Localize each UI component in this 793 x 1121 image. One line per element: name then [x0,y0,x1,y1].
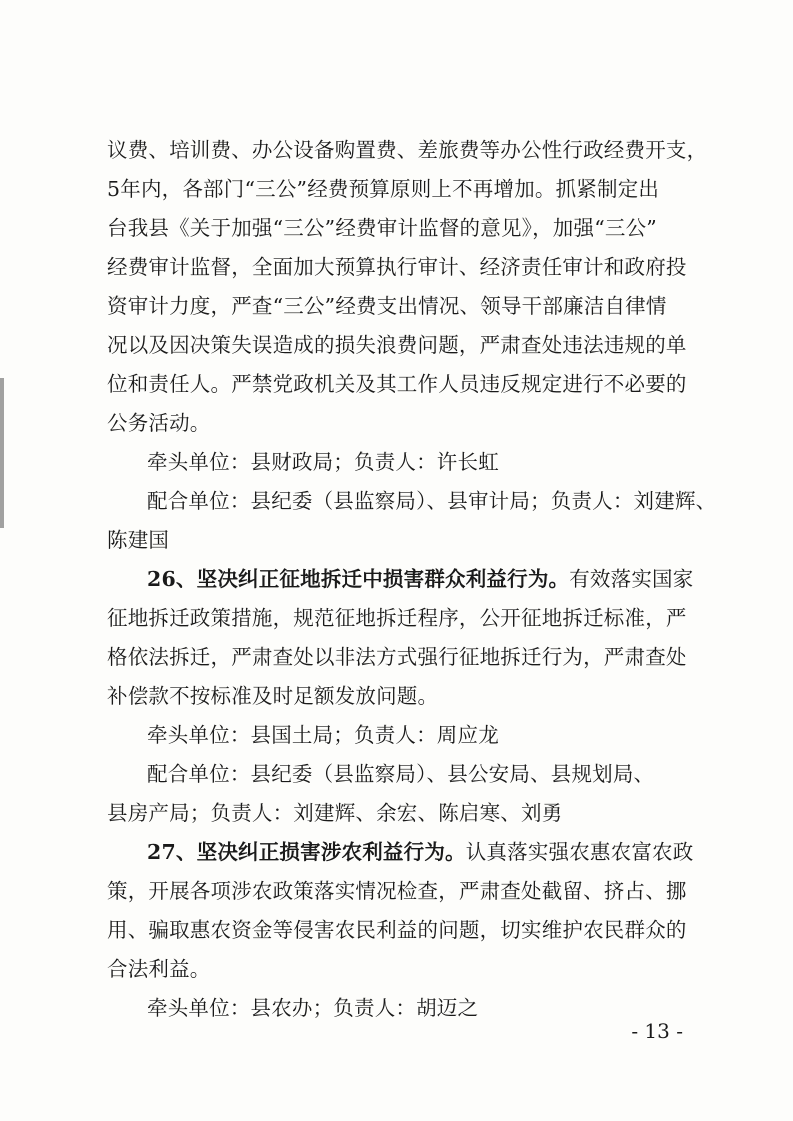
body-text-line: 5年内，各部门“三公”经费预算原则上不再增加。抓紧制定出 [107,177,660,201]
item-27-text: 认真落实强农惠农富农政 [465,840,694,864]
lead-unit-line: 牵头单位：县财政局；负责人：许长虹 [147,450,499,474]
body-text-line: 合法利益。 [107,957,211,981]
scan-edge-mark [0,378,4,528]
item-26-paragraph-start [147,564,694,594]
support-unit-line-continued: 县房产局；负责人：刘建辉、余宏、陈启寒、刘勇 [107,801,563,825]
lead-unit-line: 牵头单位：县国土局；负责人：周应龙 [147,723,499,747]
body-text-line: 公务活动。 [107,411,211,435]
body-text-line: 补偿款不按标准及时足额发放问题。 [107,684,439,708]
body-text-line: 策，开展各项涉农政策落实情况检查，严肃查处截留、挤占、挪 [107,879,687,903]
body-text-line: 用、骗取惠农资金等侵害农民利益的问题，切实维护农民群众的 [107,918,687,942]
body-text-line: 资审计力度，严查“三公”经费支出情况、领导干部廉洁自律情 [107,294,667,318]
body-text-line: 经费审计监督，全面加大预算执行审计、经济责任审计和政府投 [107,255,687,279]
body-text-line: 况以及因决策失误造成的损失浪费问题，严肃查处违法违规的单 [107,333,687,357]
body-text-line: 格依法拆迁，严肃查处以非法方式强行征地拆迁行为，严肃查处 [107,645,687,669]
body-text-line: 位和责任人。严禁党政机关及其工作人员违反规定进行不必要的 [107,372,687,396]
item-26-text: 有效落实国家 [569,567,694,591]
lead-unit-line: 牵头单位：县农办；负责人：胡迈之 [147,996,479,1020]
support-unit-line: 配合单位：县纪委（县监察局）、县公安局、县规划局、 [147,762,655,786]
support-unit-line-continued: 陈建国 [107,528,170,552]
body-text-line: 征地拆迁政策措施，规范征地拆迁程序，公开征地拆迁标准，严 [107,606,687,630]
item-27-paragraph-start [147,837,694,867]
item-27-heading: 27、坚决纠正损害涉农利益行为。 [147,840,466,864]
item-26-heading: 26、坚决纠正征地拆迁中损害群众利益行为。 [147,567,570,591]
support-unit-line: 配合单位：县纪委（县监察局）、县审计局；负责人：刘建辉、 [147,489,717,513]
body-text-line: 议费、培训费、办公设备购置费、差旅费等办公性行政经费开支， [107,138,708,162]
body-text-line: 台我县《关于加强“三公”经费审计监督的意见》，加强“三公” [107,216,657,240]
page-number: - 13 - [631,1019,683,1043]
